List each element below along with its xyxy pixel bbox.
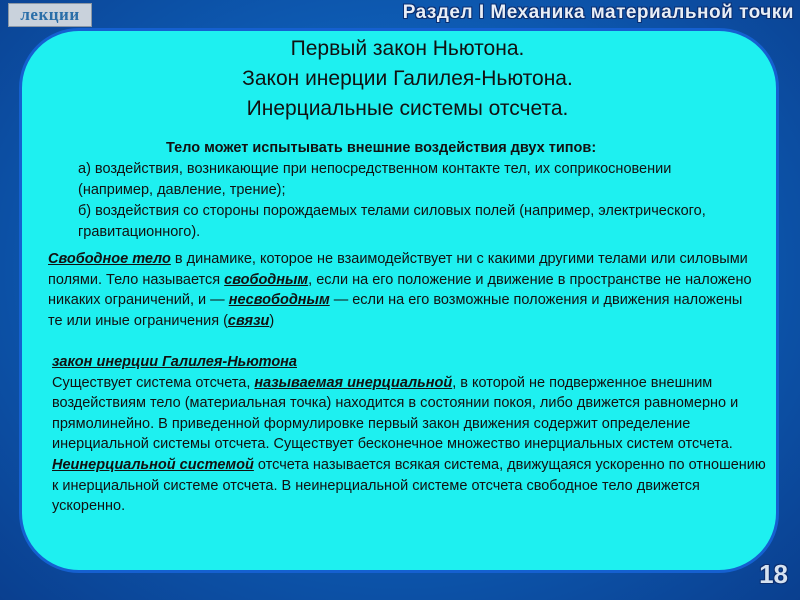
free-body-paragraph <box>48 249 753 331</box>
term-free-body: Свободное тело <box>48 251 171 267</box>
free-body-text-1: в динамике, которое не взаимодействует ни с какими другими телами или силовыми полями. Тело называется <box>48 251 748 288</box>
term-inertia-law: закон инерции Галилея-Ньютона <box>52 354 297 370</box>
page-number: 18 <box>759 559 788 589</box>
term-inertial: называемая инерциальной <box>254 374 453 391</box>
section-title: Раздел I Механика материальной точки <box>402 2 794 23</box>
term-free: свободным <box>224 271 309 288</box>
inertia-law-paragraph <box>52 352 772 517</box>
intro-block <box>78 138 728 243</box>
inertia-law-text-1: Существует система отсчета, <box>52 374 255 391</box>
lectures-label[interactable]: лекции <box>8 3 92 27</box>
slide-title <box>0 34 800 124</box>
intro-heading: Тело может испытывать внешние воздействия двух типов: <box>166 140 597 156</box>
term-non-free: несвободным <box>228 292 330 308</box>
free-body-text-2: , если на его положение и движение в пространстве не наложено никаких ограничений, и — <box>48 271 752 308</box>
free-body-text-3: — если на его возможные положения и движения наложены те или иные ограничения ( <box>48 292 743 329</box>
term-noninertial: Неинерциальной системой <box>52 456 254 473</box>
title-line-1: Первый закон Ньютона. <box>290 37 525 60</box>
title-line-3: Инерциальные системы отсчета. <box>246 97 569 120</box>
term-constraints: связи <box>227 312 270 329</box>
intro-item-a: а) воздействия, возникающие при непосредственном контакте тел, их соприкосновении (например, давление, трение); <box>78 161 672 198</box>
free-body-text-4: ) <box>269 312 275 329</box>
intro-item-b: б) воздействия со стороны порождаемых телами силовых полей (например, электрического, гравитационного). <box>78 203 706 240</box>
inertia-law-text-3: отсчета называется всякая система, движущаяся ускоренно по отношению к инерциальной системе отсчета. В неинерциальной системе отсчета свободное тело движется ускоренно. <box>52 456 766 515</box>
inertia-law-text-2: , в которой не подверженное внешним воздействиям тело (материальная точка) находится в состоянии покоя, либо движется равномерно и прямолинейно. В приведенной формулировке первый закон движения содержит определение инерциальной системы отсчета. Существует бесконечное множество инерциальных систем отсчета. <box>52 374 739 453</box>
top-bar <box>0 0 800 30</box>
title-line-2: Закон инерции Галилея-Ньютона. <box>242 67 573 90</box>
